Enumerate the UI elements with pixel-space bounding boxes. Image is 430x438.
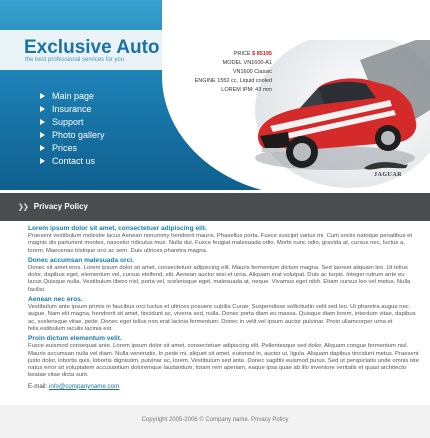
lorem-spec: LOREM IPM: 43 mm (221, 87, 272, 93)
email-label: E-mail: (28, 382, 48, 390)
site-tagline: the best professional services for you (25, 57, 125, 63)
nav-label: Prices (52, 142, 78, 153)
nav-label: Main page (52, 90, 95, 101)
content-paragraph-1: Praesent vestibulum molestie lacus Aenean nonummy hendrerit mauris. Phasellus porta. Fusce suscipit varius mi. Cum sociis natoque penatibus et magnis dis parturient montes, nascetur ridiculus mus. Nulla dui. Fusce feugiat malesuada odio. Morbi nunc odio, gravida at, cursus nec, luctus a, lorem. Maecenas tristique orci ac sem. Duis ultrices pharetra magna. (28, 233, 413, 254)
model-line-spec: VN1600 Classic (232, 69, 272, 75)
arrow-icon (40, 93, 45, 99)
nav-label: Support (52, 116, 84, 127)
nav-item-insurance[interactable] (40, 102, 105, 115)
arrow-icon (40, 106, 45, 112)
content-heading-3: Aenean nec eros. (28, 296, 83, 304)
footer-copyright: Copyright 2005-2006 © Company name. Privacy Policy (141, 417, 289, 423)
arrow-icon (40, 158, 45, 164)
content-paragraph-3: Vestibulum ante ipsum primis in faucibus orci luctus et ultrices posuere cubilia Curae; Suspendisse sollicitudin velit sed leo. Ut pharetra augue nec augue. Nam elit magna, hendrerit sit amet, tincidunt ac, viverra sed, nulla. Donec porta diam eu massa. Quisque diam lorem, interdum vitae, dapibus ac, scelerisque vitae, pede. Donec eget tellus non erat lacinia fermentum. Donec in velit vel ipsum auctor pulvinar. Proin ullamcorper urna et felis.estibulum iaculis lacinia est. (28, 304, 416, 332)
engine-spec: ENGINE 1552 cc, Liquid cooled (194, 78, 272, 84)
nav-item-support[interactable] (40, 115, 105, 128)
nav-item-main-page[interactable] (40, 89, 105, 102)
car-specs (172, 50, 272, 95)
jaguar-logo-icon (362, 160, 410, 172)
nav-item-photo-gallery[interactable] (40, 128, 105, 141)
section-title (18, 202, 88, 211)
arrow-icon (40, 119, 45, 125)
nav-label: Photo gallery (52, 129, 105, 140)
content-paragraph-4: Fusce euismod consequat ante. Lorem ipsum dolor sit amet, consectetuer adipiscing elit. Pellentesque sed dolor. Aliquam congue fermentum nisl. Mauris accumsan nulla vel diam. Nulla venenatis. In pede mi, aliquet sit amet, euismod in, auctor ut, ligula. Aliquam dapibus tincidunt metus. Praesent justo dolor, lobortis quis, lobortis dignissim, pulvinar ac, lorem. Vestibulum sed ante. Donec sagittis euismod purus. Sed ut perspiciatis unde omnis iste natus error sit voluptatem accusantium doloremque laudantium, totam rem aperiam, eaque ipsa quae ab illo inventore veritatis et quasi architecto beatae vitae dicta sunt. (28, 343, 419, 379)
content-heading-1: Lorem ipsum dolor sit amet, consectetuer adipiscing elit. (28, 225, 207, 232)
email-link[interactable]: info@companyname.com (49, 382, 120, 390)
content-heading-4: Proin dictum elementum velit. (28, 335, 122, 343)
price-value: $ 85195 (252, 51, 272, 57)
arrow-icon (40, 145, 45, 151)
nav-label: Insurance (52, 103, 92, 114)
arrow-icon (40, 132, 45, 138)
double-chevron-icon: ❯❯ (18, 203, 28, 211)
brand-name: JAGUAR (374, 172, 402, 178)
content-area (28, 223, 420, 390)
main-nav (40, 89, 105, 167)
site-logo[interactable]: Exclusive Auto (24, 37, 160, 58)
nav-item-contact-us[interactable] (40, 154, 105, 167)
model-spec: MODEL VN1600-A1 (222, 60, 272, 66)
price-label: PRICE (233, 51, 253, 57)
content-paragraph-2: Donec sit amet eros. Lorem ipsum dolor sit amet, consectetuer adipiscing elit. Mauris fermentum dictum magna. Sed laoreet aliquam leo. Ut tellus dolor, dapibus eget, elementum vel, cursus eleifend, elit. Aenean auctor wisi et urna. Aliquam erat volutpat. Duis ac turpis. Integer rutrum ante eu lacus.Quisque nulla. Vestibulum libero nisl, porta vel, scelerisque eget, malesuada at, neque. Vivamus eget nibh. Etiam cursus leo vel metus. Nulla facilisi. (28, 264, 411, 293)
nav-item-prices[interactable] (40, 141, 105, 154)
section-title-text: Privacy Policy (33, 202, 88, 211)
content-heading-2: Donec accumsan malesuada orci. (28, 256, 134, 264)
nav-label: Contact us (52, 155, 96, 166)
email-row (28, 383, 420, 390)
